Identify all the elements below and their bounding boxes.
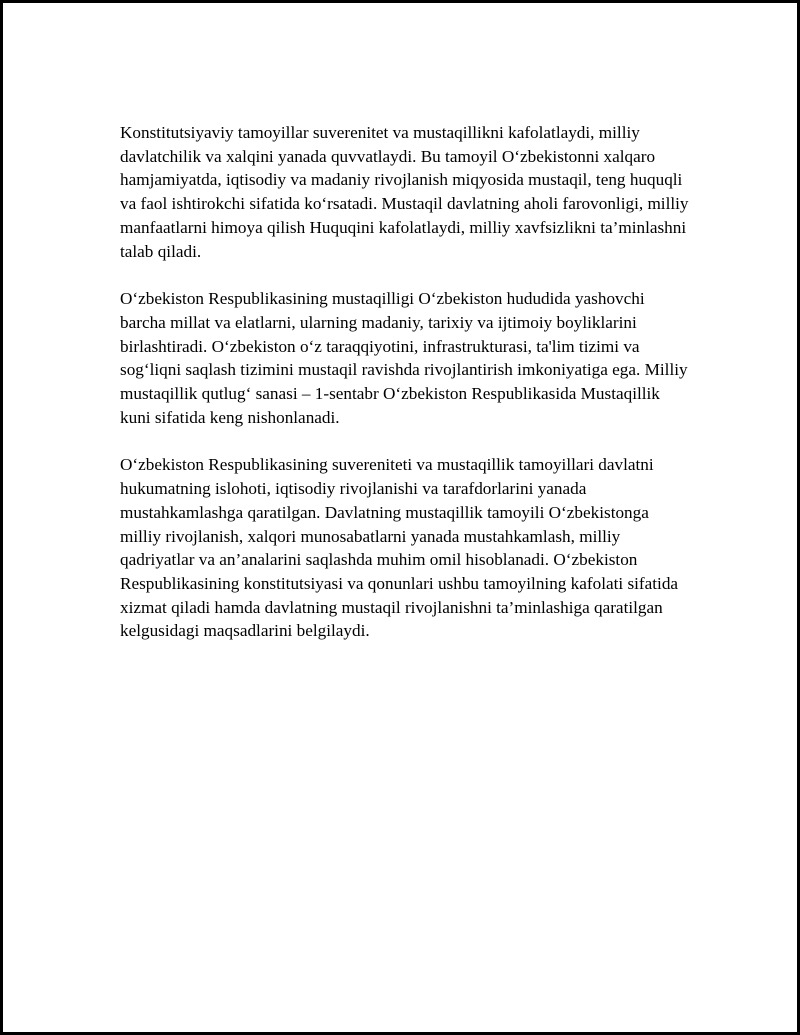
paragraph-2: O‘zbekiston Respublikasining mustaqilligi O‘zbekiston hududida yashovchi barcha millat va elatlarni, ularning madaniy, tarixiy va ijtimoiy boyliklarini birlashtiradi. O‘zbekiston o‘z taraqqiyotini, infrastrukturasi, ta'lim tizimi va sog‘liqni saqlash tizimini mustaqil ravishda rivojlantirish imkoniyatiga ega. Milliy mustaqillik qutlug‘ sanasi – 1-sentabr O‘zbekiston Respublikasida Mustaqillik kuni sifatida keng nishonlanadi. — [120, 289, 688, 427]
paragraph-1: Konstitutsiyaviy tamoyillar suverenitet va mustaqillikni kafolatlaydi, milliy davlatchilik va xalqini yanada quvvatlaydi. Bu tamoyil O‘zbekistonni xalqaro hamjamiyatda, iqtisodiy va madaniy rivojlanish miqyosida mustaqil, teng huquqli va faol ishtirokchi sifatida ko‘rsatadi. Mustaqil davlatning aholi farovonligi, milliy manfaatlarni himoya qilish Huquqini kafolatlaydi, milliy xavfsizlikni ta’minlashni talab qiladi. — [120, 123, 689, 261]
paragraph-3: O‘zbekiston Respublikasining suvereniteti va mustaqillik tamoyillari davlatni hukumatning islohoti, iqtisodiy rivojlanishi va tarafdorlarini yanada mustahkamlashga qaratilgan. Davlatning mustaqillik tamoyili O‘zbekistonga milliy rivojlanish, xalqori munosabatlarni yanada mustahkamlash, milliy qadriyatlar va an’analarini saqlashda muhim omil hisoblanadi. O‘zbekiston Respublikasining konstitutsiyasi va qonunlari ushbu tamoyilning kafolati sifatida xizmat qiladi hamda davlatning mustaqil rivojlanishni ta’minlashiga qaratilgan kelgusidagi maqsadlarini belgilaydi. — [120, 455, 679, 641]
document-body — [120, 121, 690, 667]
